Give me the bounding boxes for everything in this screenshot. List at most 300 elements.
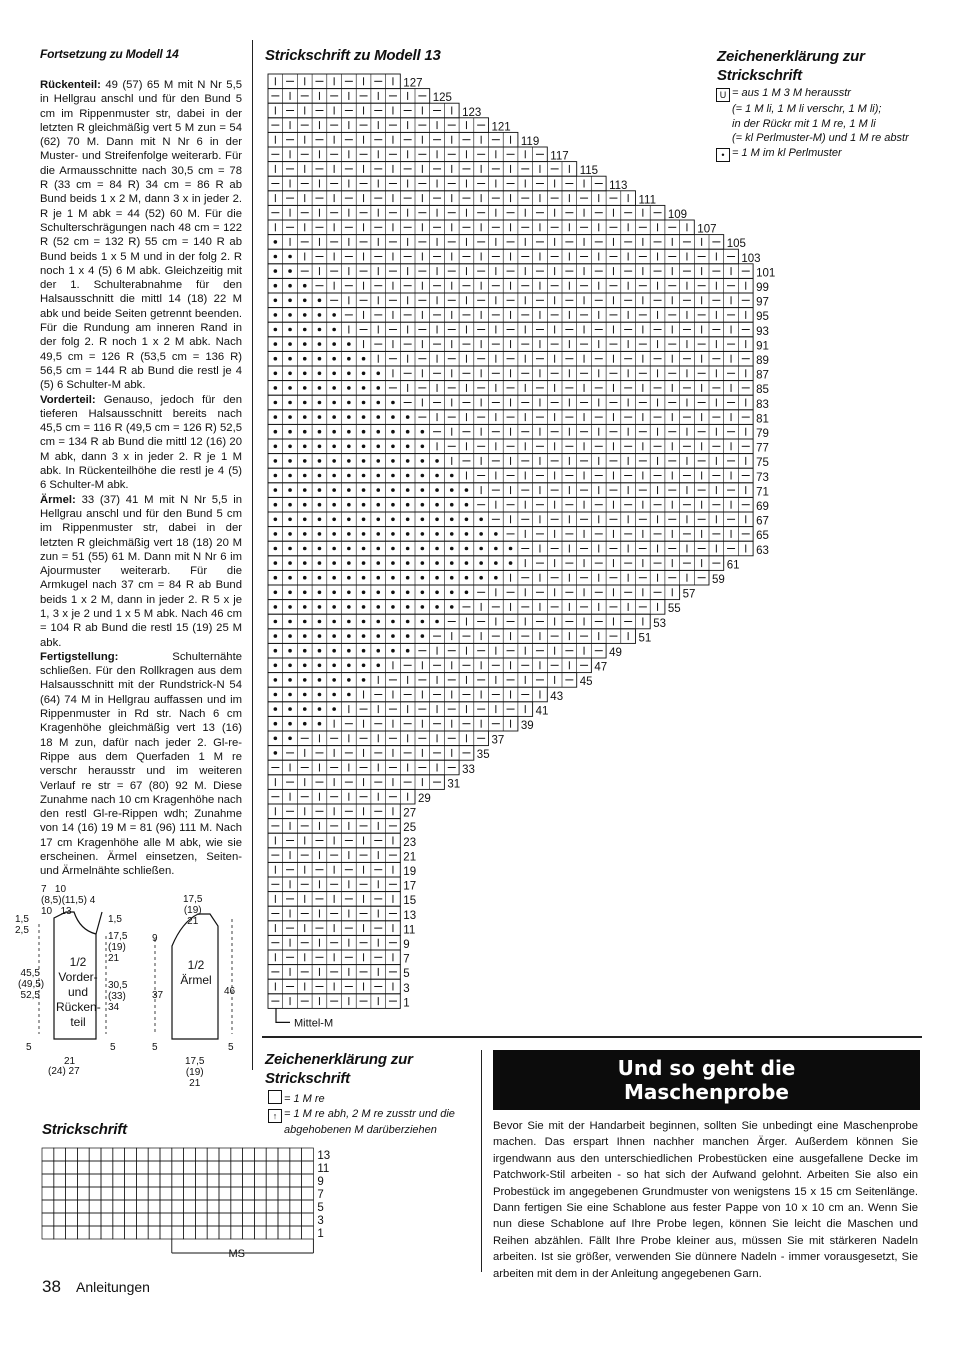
dim: (8,5) [41, 895, 62, 906]
small-chart-cell [136, 1161, 148, 1174]
row-number: 71 [756, 486, 769, 499]
row-number: 29 [418, 793, 431, 805]
seed-stitch-mark [421, 561, 425, 565]
small-chart-cell [125, 1200, 137, 1213]
small-chart-cell [54, 1174, 66, 1187]
seed-stitch-mark [347, 634, 351, 638]
row-number: 53 [653, 617, 666, 630]
small-chart-cell [278, 1174, 290, 1187]
seed-stitch-mark [274, 664, 278, 668]
seed-stitch-mark [288, 722, 292, 726]
seed-stitch-mark [332, 401, 336, 405]
seed-stitch-mark [391, 488, 395, 492]
row-number: 117 [550, 150, 569, 163]
seed-stitch-mark [347, 591, 351, 595]
seed-stitch-mark [421, 634, 425, 638]
dim: (11,5) [61, 895, 87, 906]
seed-stitch-mark [318, 722, 322, 726]
small-chart-cell [231, 1174, 243, 1187]
seed-stitch-mark [288, 678, 292, 682]
seed-stitch-mark [288, 269, 292, 273]
seed-stitch-mark [303, 561, 307, 565]
seed-stitch-mark [318, 342, 322, 346]
row-number: 65 [756, 530, 769, 543]
small-chart-cell [302, 1213, 314, 1226]
seed-stitch-mark [347, 576, 351, 580]
seed-stitch-mark [362, 561, 366, 565]
row-number: 27 [403, 807, 417, 820]
dim: 1,5 [15, 914, 29, 925]
seed-stitch-mark [362, 474, 366, 478]
seed-stitch-mark [303, 342, 307, 346]
small-chart-cell [243, 1187, 255, 1200]
small-chart-cell [136, 1148, 148, 1161]
dim: 45,5 [20, 968, 40, 979]
seed-stitch-mark [347, 693, 351, 697]
seed-stitch-mark [376, 459, 380, 463]
seed-stitch-mark [288, 342, 292, 346]
paragraph-label: Vorderteil: [40, 393, 96, 406]
small-chart-cell [160, 1148, 172, 1161]
seed-stitch-mark [332, 328, 336, 332]
dim: 34 [108, 1002, 120, 1013]
seed-stitch-mark [332, 561, 336, 565]
small-chart-cell [290, 1226, 302, 1239]
seed-stitch-mark [376, 386, 380, 390]
small-chart-cell [125, 1174, 137, 1187]
row-number: 89 [756, 355, 769, 367]
small-chart-cell [113, 1200, 125, 1213]
small-chart-cell [219, 1213, 231, 1226]
seed-stitch-mark [288, 459, 292, 463]
seed-stitch-mark [332, 678, 336, 682]
seed-stitch-mark [288, 561, 292, 565]
small-chart-cell [231, 1187, 243, 1200]
knit-stitch-icon [268, 1090, 282, 1104]
seed-stitch-mark [347, 342, 351, 346]
seed-stitch-mark [288, 255, 292, 259]
seed-stitch-mark [362, 445, 366, 449]
paragraph-front [40, 393, 242, 493]
row-number: 105 [726, 238, 746, 251]
sleeve-bottom-left: 5 [152, 1042, 158, 1053]
small-chart-cell [66, 1213, 78, 1226]
seed-stitch-mark [303, 284, 307, 288]
seed-stitch-mark [376, 605, 380, 609]
seed-stitch-mark [303, 299, 307, 303]
row-number: 119 [520, 136, 540, 148]
seed-stitch-mark [362, 532, 366, 536]
sleeve-bottom-width [185, 1056, 204, 1089]
row-number: 109 [667, 209, 688, 221]
seed-stitch-mark [318, 591, 322, 595]
seed-stitch-mark [450, 576, 454, 580]
row-number: 97 [756, 296, 769, 309]
seed-stitch-mark [318, 620, 322, 624]
row-number: 59 [712, 574, 725, 586]
small-chart-cell [42, 1226, 54, 1239]
seed-stitch-mark [274, 284, 278, 288]
seed-stitch-mark [288, 503, 292, 507]
seed-stitch-mark [362, 503, 366, 507]
small-chart-cell [54, 1187, 66, 1200]
small-chart-cell [302, 1200, 314, 1213]
small-row-number: 13 [317, 1150, 331, 1162]
seed-stitch-mark [274, 503, 278, 507]
small-chart-cell [195, 1148, 207, 1161]
small-chart-cell [231, 1200, 243, 1213]
small-chart-cell [243, 1200, 255, 1213]
small-chart-cell [113, 1148, 125, 1161]
seed-stitch-mark [318, 459, 322, 463]
seed-stitch-mark [288, 430, 292, 434]
seed-stitch-mark [303, 605, 307, 609]
seed-stitch-mark [391, 445, 395, 449]
seed-stitch-mark [376, 372, 380, 376]
paragraph-label: Fertigstellung: [40, 650, 119, 663]
seed-stitch-mark [274, 547, 278, 551]
row-number: 127 [403, 77, 423, 90]
seed-stitch-mark [274, 737, 278, 741]
probe-title-line: Und so geht die [617, 1056, 796, 1080]
seed-stitch-mark [347, 605, 351, 609]
small-chart-cell [219, 1161, 231, 1174]
seed-stitch-mark [303, 664, 307, 668]
sleeve-right-dim: 46 [224, 986, 236, 997]
seed-stitch-mark [362, 547, 366, 551]
small-chart-cell [77, 1161, 89, 1174]
seed-stitch-mark [274, 342, 278, 346]
row-number: 85 [756, 384, 769, 397]
small-chart-cell [172, 1213, 184, 1226]
seed-stitch-mark [465, 576, 469, 580]
center-stitch-arrow [276, 1008, 290, 1022]
u-stitch-icon: U [716, 88, 730, 102]
paragraph-label: Rückenteil: [40, 79, 101, 91]
seed-stitch-mark [362, 620, 366, 624]
small-chart-cell [254, 1200, 266, 1213]
seed-stitch-mark [274, 401, 278, 405]
seed-stitch-mark [376, 430, 380, 434]
small-chart-cell [77, 1213, 89, 1226]
small-chart-cell [243, 1213, 255, 1226]
seed-stitch-mark [318, 503, 322, 507]
dim: 17,5 [185, 1056, 205, 1067]
seed-stitch-mark [391, 605, 395, 609]
seed-stitch-mark [391, 474, 395, 478]
seed-stitch-mark [274, 518, 278, 522]
dim: 13 [60, 906, 72, 917]
small-chart-cell [66, 1174, 78, 1187]
small-chart-cell [207, 1161, 219, 1174]
seed-stitch-mark [376, 547, 380, 551]
continuation-heading: Fortsetzung zu Modell 14 [40, 47, 179, 61]
seed-stitch-mark [391, 401, 395, 405]
small-chart-cell [89, 1161, 101, 1174]
seed-stitch-mark [362, 591, 366, 595]
seed-stitch-mark [347, 547, 351, 551]
sleeve-title: 1/2 Ärmel [180, 958, 212, 987]
seed-stitch-mark [347, 488, 351, 492]
paragraph-body: Genauso, jedoch für den tieferen Halsausschnitt bereits nach 45,5 cm = 116 R (49,5 cm = 126 R) 52,5 cm = 134 R ab Bund die mittl 12 (16) 20 M abk, dann 3 x in jeder 2. R je 1 M abk. In Rückenteilhöhe die restl je 4 (5) 6 Schulter-M abk. [40, 393, 243, 492]
seed-stitch-mark [318, 430, 322, 434]
small-chart-cell [160, 1187, 172, 1200]
seed-stitch-mark [421, 532, 425, 536]
seed-stitch-mark [318, 518, 322, 522]
seed-stitch-mark [347, 678, 351, 682]
sleeve-top-dims [183, 894, 202, 927]
row-number: 33 [462, 763, 475, 776]
seed-stitch-mark [318, 605, 322, 609]
small-chart-cell [290, 1187, 302, 1200]
row-number: 5 [403, 968, 410, 981]
seed-stitch-mark [288, 707, 292, 711]
small-chart-cell [195, 1226, 207, 1239]
small-chart-cell [89, 1213, 101, 1226]
instructions-text [40, 78, 242, 879]
seed-stitch-mark [391, 532, 395, 536]
small-chart-cell [42, 1187, 54, 1200]
seed-stitch-mark [274, 357, 278, 361]
small-chart-cell [125, 1187, 137, 1200]
small-chart-cell [66, 1148, 78, 1161]
seed-stitch-mark [376, 664, 380, 668]
small-chart-cell [266, 1200, 278, 1213]
small-chart-cell [54, 1226, 66, 1239]
seed-stitch-mark [391, 576, 395, 580]
seed-stitch-mark [435, 591, 439, 595]
seed-stitch-mark [303, 693, 307, 697]
small-chart-cell [278, 1187, 290, 1200]
small-chart-cell [160, 1174, 172, 1187]
seed-stitch-mark [362, 488, 366, 492]
seed-stitch-mark [465, 488, 469, 492]
seed-stitch-mark [465, 503, 469, 507]
small-chart-cell [172, 1200, 184, 1213]
seed-stitch-mark [318, 561, 322, 565]
row-number: 43 [550, 690, 564, 703]
small-chart-cell [219, 1200, 231, 1213]
small-chart-cell [207, 1213, 219, 1226]
seed-stitch-mark [274, 488, 278, 492]
seed-stitch-mark [421, 503, 425, 507]
row-number: 1 [403, 997, 410, 1010]
seed-stitch-mark [274, 751, 278, 755]
seed-stitch-mark [376, 561, 380, 565]
seed-stitch-mark [435, 503, 439, 507]
small-chart-cell [184, 1213, 196, 1226]
seed-stitch-mark [435, 488, 439, 492]
small-chart-cell [125, 1161, 137, 1174]
small-chart-cell [219, 1226, 231, 1239]
seed-stitch-mark [303, 707, 307, 711]
center-stitch-label: Mittel-M [294, 1017, 334, 1030]
dim: (33) [108, 991, 126, 1002]
small-chart-cell [266, 1148, 278, 1161]
dim: 52,5 [20, 990, 40, 1001]
seed-stitch-mark [332, 518, 336, 522]
seed-stitch-mark [303, 532, 307, 536]
dim: 17,5 [108, 931, 128, 942]
seed-stitch-mark [362, 634, 366, 638]
small-chart-cell [89, 1148, 101, 1161]
seed-stitch-mark [303, 415, 307, 419]
small-chart-cell [231, 1226, 243, 1239]
small-chart-cell [113, 1161, 125, 1174]
small-chart-cell [266, 1174, 278, 1187]
seed-stitch-mark [288, 518, 292, 522]
small-chart-cell [54, 1200, 66, 1213]
seed-stitch-mark [479, 547, 483, 551]
seed-stitch-mark [274, 561, 278, 565]
seed-stitch-mark [318, 488, 322, 492]
seed-stitch-mark [318, 328, 322, 332]
paragraph-body: 33 (37) 41 M mit N Nr 5,5 in Hellgrau anschl und für den Bund 5 cm im Rippenmuster str, dabei in der letzten R gleichmäßig vert 18 (18) 20 M zun = 51 (55) 61 M. Dann mit N Nr 6 im Ajourmuster weiterarb. Für die Armkugel nach 37 cm = 84 R ab Bund beids 1 x 2 M, dann in jeder 2. R 5 x je 1, 3 x je 2 und 1 x 5 M abk. Nach 46 cm = 104 R ab Bund die restl 15 (19) 25 M abk. [40, 493, 243, 649]
small-chart-cell [160, 1200, 172, 1213]
seed-stitch-mark [362, 576, 366, 580]
seed-stitch-mark [332, 313, 336, 317]
seed-stitch-mark [274, 605, 278, 609]
row-number: 51 [638, 632, 652, 645]
row-number: 15 [403, 895, 417, 908]
row-number: 83 [756, 398, 769, 411]
seed-stitch-mark [406, 474, 410, 478]
small-chart-cell [148, 1161, 160, 1174]
seed-stitch-mark [347, 474, 351, 478]
dim: (19) [108, 942, 126, 953]
legend-text: (= 1 M li, 1 M li verschr, 1 M li); [732, 103, 882, 115]
seed-stitch-mark [318, 386, 322, 390]
seed-stitch-mark [494, 576, 498, 580]
seed-stitch-mark [450, 474, 454, 478]
small-chart-cell [42, 1174, 54, 1187]
seed-stitch-mark [450, 532, 454, 536]
seed-stitch-mark [435, 459, 439, 463]
seed-stitch-mark [332, 620, 336, 624]
small-chart-cell [207, 1226, 219, 1239]
seed-stitch-mark [421, 459, 425, 463]
seed-stitch-mark [347, 664, 351, 668]
seed-stitch-mark [465, 518, 469, 522]
seed-stitch-mark [406, 415, 410, 419]
seed-stitch-mark [318, 664, 322, 668]
seed-stitch-mark [421, 547, 425, 551]
seed-stitch-mark [450, 605, 454, 609]
seed-stitch-mark [450, 591, 454, 595]
seed-stitch-mark [391, 649, 395, 653]
small-chart-cell [184, 1174, 196, 1187]
seed-stitch-mark [435, 605, 439, 609]
seed-stitch-mark [303, 328, 307, 332]
seed-stitch-mark [288, 488, 292, 492]
seed-stitch-mark [450, 503, 454, 507]
seed-stitch-mark [274, 576, 278, 580]
seed-stitch-mark [391, 561, 395, 565]
seed-stitch-mark [391, 503, 395, 507]
seed-stitch-mark [318, 299, 322, 303]
small-chart-cell [302, 1226, 314, 1239]
small-chart-cell [101, 1200, 113, 1213]
seed-stitch-mark [303, 634, 307, 638]
row-number: 113 [609, 179, 628, 192]
paragraph-label: Ärmel: [40, 493, 76, 506]
seed-stitch-mark [274, 722, 278, 726]
row-number: 79 [756, 428, 769, 440]
seed-stitch-mark [435, 518, 439, 522]
dim: (19) [183, 905, 202, 916]
legend-small-line [268, 1107, 455, 1123]
small-chart-cell [148, 1174, 160, 1187]
row-number: 91 [756, 340, 769, 353]
row-number: 75 [756, 457, 769, 470]
seed-stitch-mark [421, 445, 425, 449]
seed-stitch-mark [288, 576, 292, 580]
seed-stitch-mark [435, 532, 439, 536]
small-chart-cell [54, 1148, 66, 1161]
seed-stitch-mark [376, 532, 380, 536]
seed-stitch-mark [318, 693, 322, 697]
body-left-dims [15, 914, 29, 936]
row-number: 73 [756, 471, 769, 484]
seed-stitch-mark [494, 561, 498, 565]
seed-stitch-mark [288, 474, 292, 478]
seed-stitch-mark [362, 649, 366, 653]
small-row-number: 9 [317, 1176, 324, 1188]
seed-stitch-mark [362, 401, 366, 405]
small-chart-cell [278, 1200, 290, 1213]
seed-stitch-mark [288, 284, 292, 288]
row-number: 41 [535, 705, 549, 718]
seed-stitch-mark [288, 372, 292, 376]
dim: 10 [41, 906, 53, 917]
legend-text: = 1 M re [284, 1093, 325, 1105]
seed-stitch-mark [303, 518, 307, 522]
sleeve-left-dim-2: 37 [152, 990, 164, 1001]
seed-stitch-mark [406, 518, 410, 522]
seed-stitch-mark [332, 605, 336, 609]
seed-stitch-mark [274, 313, 278, 317]
seed-stitch-mark [274, 459, 278, 463]
row-number: 31 [447, 778, 461, 791]
chart13-heading: Strickschrift zu Modell 13 [265, 47, 441, 64]
small-chart-cell [125, 1148, 137, 1161]
small-chart-cell [184, 1161, 196, 1174]
seed-stitch-mark [318, 576, 322, 580]
small-chart-cell [254, 1187, 266, 1200]
row-number: 101 [756, 267, 776, 280]
dim: 30,5 [108, 980, 128, 991]
seed-stitch-mark [406, 430, 410, 434]
seed-stitch-mark [288, 649, 292, 653]
seed-stitch-mark [303, 474, 307, 478]
small-chart-cell [101, 1174, 113, 1187]
probe-title-line: Maschenprobe [624, 1080, 789, 1104]
dim: 21 [187, 916, 199, 927]
row-number: 17 [403, 880, 417, 893]
seed-stitch-mark [274, 532, 278, 536]
seed-stitch-mark [479, 532, 483, 536]
body-bottom-left: 5 [26, 1042, 32, 1053]
seed-stitch-mark [362, 678, 366, 682]
small-chart-cell [278, 1148, 290, 1161]
seed-stitch-mark [450, 547, 454, 551]
seed-stitch-mark [288, 737, 292, 741]
seed-stitch-mark [318, 415, 322, 419]
seed-stitch-mark [450, 488, 454, 492]
small-chart-cell [195, 1200, 207, 1213]
seed-stitch-mark [376, 649, 380, 653]
seed-stitch-mark [406, 547, 410, 551]
